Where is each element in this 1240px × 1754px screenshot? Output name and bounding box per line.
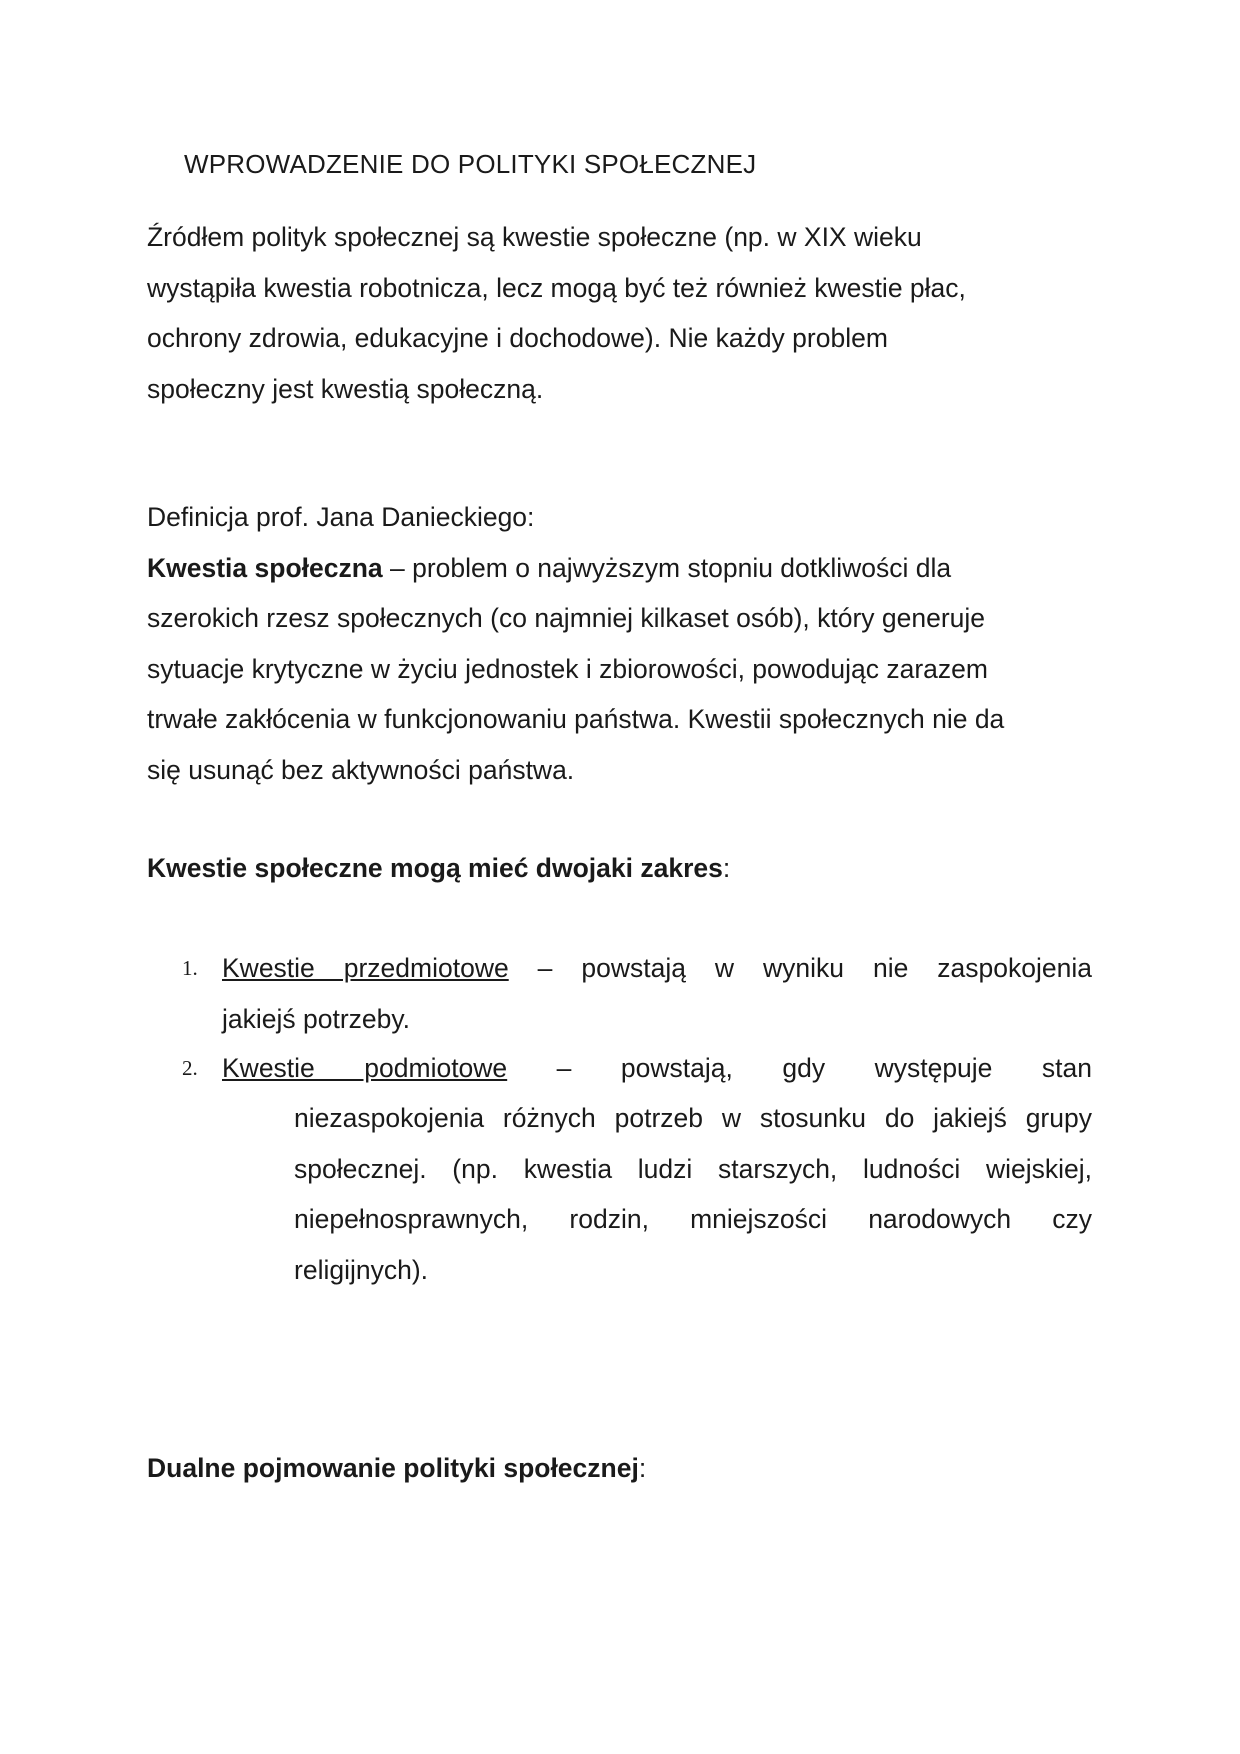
definition-intro: Definicja prof. Jana Danieckiego: [147, 502, 535, 532]
intro-paragraph [147, 212, 1092, 414]
list-item-continuation: niepełnosprawnych, rodzin, mniejszości narodowych czy [294, 1204, 1092, 1234]
dual-heading [147, 1443, 1092, 1494]
intro-line: Źródłem polityk społecznej są kwestie społeczne (np. w XIX wieku [147, 222, 922, 252]
list-item-first-line-rest: – powstają w wyniku nie zaspokojenia [508, 953, 1092, 983]
definition-line: sytuacje krytyczne w życiu jednostek i zbiorowości, powodując zarazem [147, 653, 988, 684]
list-item [222, 943, 1092, 1044]
list-item-continuation: religijnych). [294, 1254, 429, 1285]
intro-line: społeczny jest kwestią społeczną. [147, 373, 544, 404]
list-item-continuation: jakiejś potrzeby. [222, 1003, 411, 1034]
list-item-first-line [222, 943, 1092, 994]
list-item [222, 1043, 1092, 1094]
scope-heading-colon: : [722, 853, 731, 883]
intro-line: ochrony zdrowia, edukacyjne i dochodowe). Nie każdy problem [147, 323, 888, 353]
dual-heading-colon: : [638, 1453, 647, 1483]
scope-heading-text: Kwestie społeczne mogą mieć dwojaki zakres [147, 853, 723, 883]
list-item-continuation-block [294, 1093, 1092, 1295]
document-title: WPROWADZENIE DO POLITYKI SPOŁECZNEJ [184, 149, 757, 179]
list-item-term: Kwestie przedmiotowe [222, 953, 509, 983]
definition-line: się usunąć bez aktywności państwa. [147, 754, 575, 785]
definition-section [147, 492, 1092, 795]
definition-first-line [147, 543, 1092, 594]
intro-line: wystąpiła kwestia robotnicza, lecz mogą być też również kwestie płac, [147, 272, 966, 303]
list-item-number: 1. [182, 956, 198, 980]
list-item-first-line [222, 1043, 1092, 1094]
list-item-continuation: niezaspokojenia różnych potrzeb w stosunku do jakiejś grupy [294, 1103, 1092, 1133]
list-item-number: 2. [182, 1056, 198, 1080]
definition-first-line-rest: – problem o najwyższym stopniu dotkliwości dla [382, 552, 952, 583]
definition-term: Kwestia społeczna [147, 552, 383, 583]
dual-heading-text: Dualne pojmowanie polityki społecznej [147, 1453, 639, 1483]
definition-line: trwałe zakłócenia w funkcjonowaniu państwa. Kwestii społecznych nie da [147, 704, 1005, 734]
list-item-term: Kwestie podmiotowe [222, 1053, 508, 1083]
definition-line: szerokich rzesz społecznych (co najmniej kilkaset osób), który generuje [147, 603, 986, 633]
list-item-first-line-rest: – powstają, gdy występuje stan [507, 1053, 1092, 1083]
scope-heading [147, 843, 1092, 894]
list-item-continuation: społecznej. (np. kwestia ludzi starszych, ludności wiejskiej, [294, 1153, 1092, 1184]
